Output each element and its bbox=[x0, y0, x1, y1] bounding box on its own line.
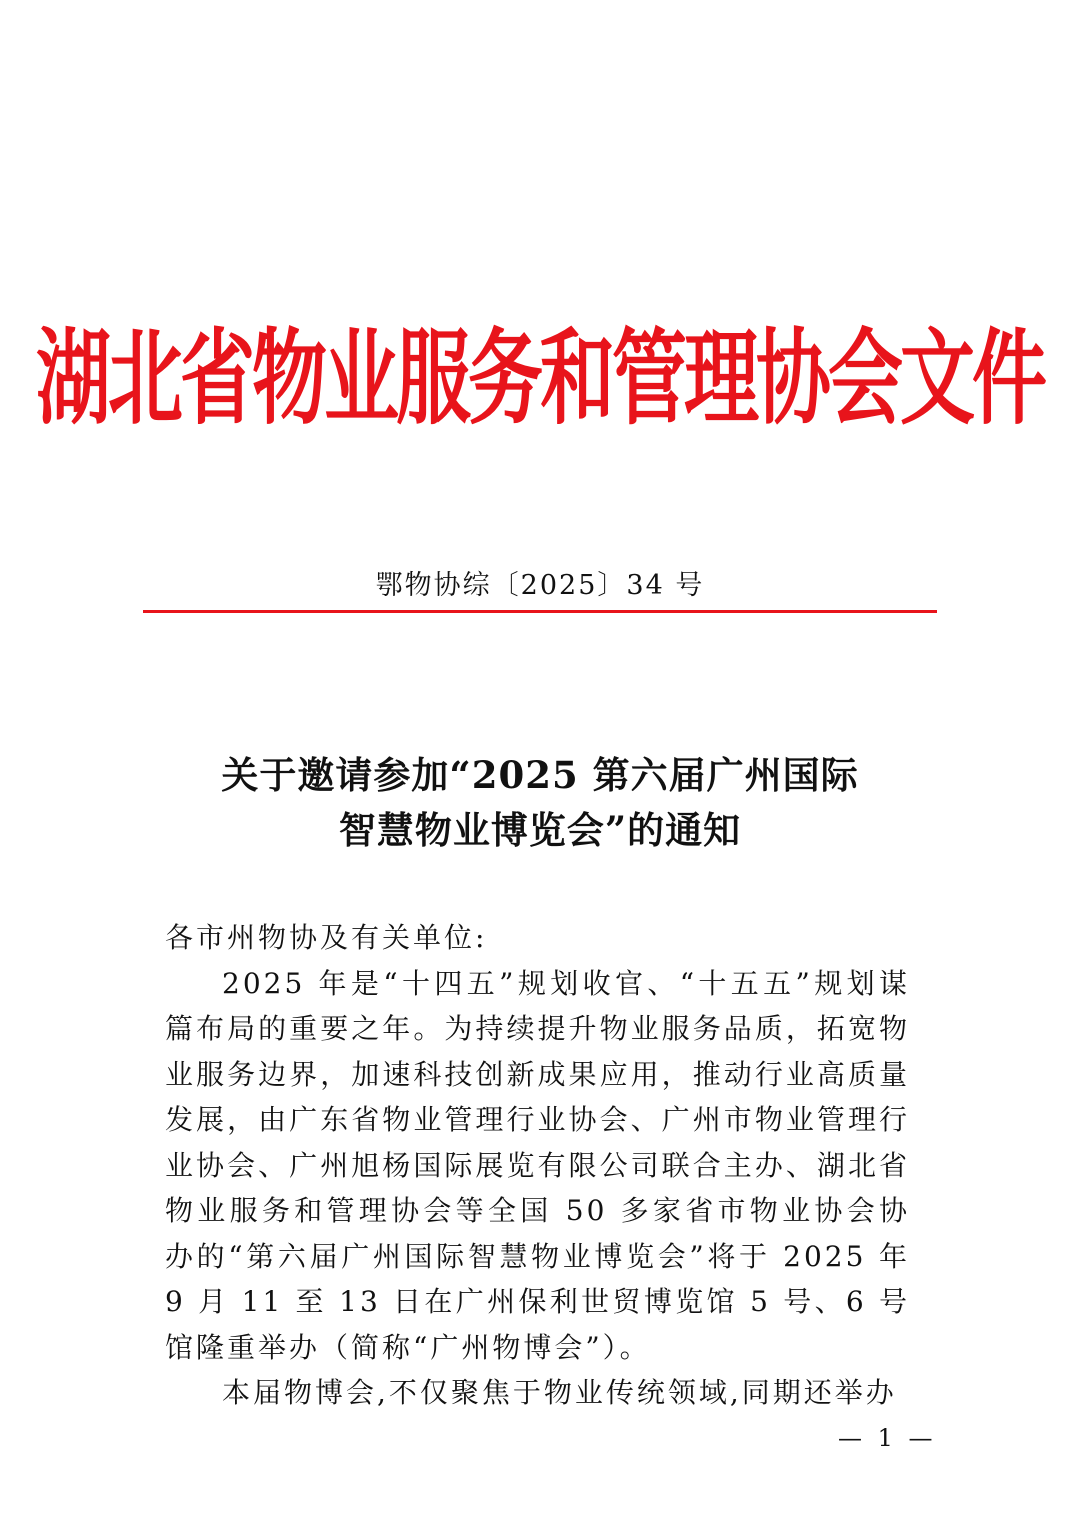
red-divider-line bbox=[143, 610, 937, 613]
notice-title-line-2: 智慧物业博览会”的通知 bbox=[338, 808, 742, 852]
document-number: 鄂物协综〔2025〕34 号 bbox=[375, 570, 705, 601]
page-number: — 1 — bbox=[838, 1424, 937, 1452]
body-paragraph-2: 本届物博会,不仅聚焦于物业传统领域,同期还举办 bbox=[222, 1376, 897, 1409]
notice-title bbox=[0, 748, 1080, 858]
notice-title-line-1: 关于邀请参加“2025 第六届广州国际 bbox=[221, 753, 859, 797]
masthead-title: 湖北省物业服务和管理协会文件 bbox=[36, 316, 1045, 439]
salutation: 各市州物协及有关单位: bbox=[165, 921, 488, 954]
body-paragraph-1: 2025 年是“十四五”规划收官、“十五五”规划谋篇布局的重要之年。为持续提升物业服务品质，拓宽物业服务边界，加速科技创新成果应用，推动行业高质量发展，由广东省物业管理行业协会、广州市物业管理行业协会、广州旭杨国际展览有限公司联合主办、湖北省物业服务和管理协会等全国 50 多家省市物业协会协办的“第六届广州国际智慧物业博览会”将于 2025 年 9 月 11 至 13 日在广州保利世贸博览馆 5 号、6 号馆隆重举办（简称“广州物博会”）。 bbox=[165, 966, 910, 1364]
notice-body bbox=[165, 915, 910, 1416]
